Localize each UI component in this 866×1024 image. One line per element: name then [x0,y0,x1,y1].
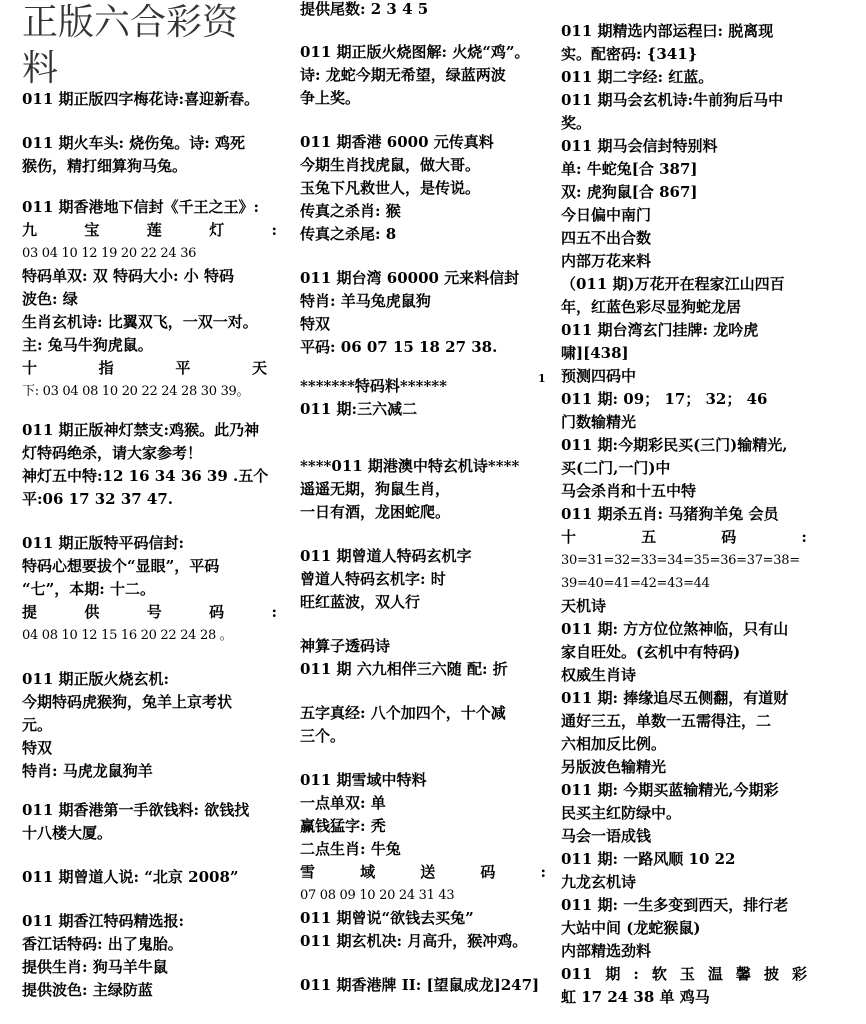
number-line: 30=31=32=33=34=35=36=37=38= [561,553,800,568]
text-line: 011 期香港第一手欲钱料: 欲钱找 [22,801,250,819]
text-line: 011 期杀五肖: 马猪狗羊兔 会员 [561,505,779,523]
spread-line: 提 供 号 码 : [22,603,277,621]
text-line: 权威生肖诗 [561,666,637,684]
text-line: 今日偏中南门 [561,206,652,224]
text-line: 011 期二字经: 红蓝。 [561,68,714,86]
text-line: 011 期香港 6000 元传真料 [300,133,494,151]
text-line: 今期特码虎猴狗，兔羊上京考状 [22,693,233,711]
text-line: 五字真经: 八个加四个，十个减 [300,704,506,722]
spread-line: 十 指 平 天 [22,359,267,377]
text-line: 神灯五中特:12 16 34 36 39 .五个 [22,467,269,485]
column-right [561,20,813,1009]
text-line: 今期生肖找虎鼠，做大哥。 [300,156,481,174]
text-line: 特码单双: 双 特码大小: 小 特码 [22,267,234,285]
text-line: 六相加反比例。 [561,735,667,753]
spread-line: 九 宝 莲 灯 : [22,221,277,239]
text-line: 内部万花来料 [561,252,652,270]
text-line: 单: 牛蛇兔[合 387] [561,160,698,178]
text-line: 011 期: 一生多变到西天，排行老 [561,896,789,914]
text-line: 011 期:三六减二 [300,400,418,418]
text-line: 争上奖。 [300,89,361,107]
text-line: 内部精选劲料 [561,942,652,960]
text-line: 旺红蓝波，双人行 [300,593,421,611]
text-line: 011 期正版火烧图解: 火烧“鸡”。 [300,43,530,61]
text-line: 九龙玄机诗 [561,873,637,891]
text-line: 实。配密码: {341} [561,45,698,63]
text-line: 家自旺处。(玄机中有特码) [561,643,741,661]
text-line: 神算子透码诗 [300,637,391,655]
text-line: 011 期台湾玄门挂牌: 龙吟虎 [561,321,759,339]
text-line: 生肖玄机诗: 比翼双飞，一双一对。 [22,313,258,331]
faded-line [22,403,290,411]
text-line: 特肖: 马虎龙鼠狗羊 [22,762,153,780]
text-line: 虹 17 24 38 单 鸡马 [561,988,710,1006]
text-line: 十八楼大厦。 [22,824,113,842]
text-line: 011 期:今期彩民买(三门)输精光, [561,436,788,454]
text-line: 011 期马会信封特别料 [561,137,718,155]
text-line: 011 期正版四字梅花诗:喜迎新春。 [22,90,260,108]
text-line: 011 期玄机决: 月高升，猴冲鸡。 [300,932,528,950]
text-line: 买(二门,一门)中 [561,459,671,477]
text-line: 一点单双: 单 [300,794,386,812]
text-line: 双: 虎狗鼠[合 867] [561,183,698,201]
faded-line [300,359,552,367]
text-line: 通好三五，单数一五需得注，二 [561,712,772,730]
number-line: 39=40=41=42=43=44 [561,576,710,591]
text-line: 波色: 绿 [22,290,78,308]
text-line: 011 期精选内部运程曰: 脱离现 [561,22,774,40]
faded-line [22,178,290,186]
text-line: 天机诗 [561,597,607,615]
text-line: 年，红蓝色彩尽显狗蛇龙居 [561,298,742,316]
text-line: 玉兔下凡救世人，是传说。 [300,179,481,197]
text-line: 奖。 [561,114,592,132]
text-line: 提供尾数: 2 3 4 5 [300,0,429,18]
text-line: 011 期正版神灯禁支:鸡猴。此乃神 [22,421,260,439]
text-line: 啸][438] [561,344,629,362]
text-line: 大站中间 (龙蛇猴鼠) [561,919,701,937]
text-line: 011 期马会玄机诗:牛前狗后马中 [561,91,784,109]
text-line: 传真之杀肖: 猴 [300,202,401,220]
text-line: 011 期: 方方位位煞神临，只有山 [561,620,789,638]
text-line: 另版波色输精光 [561,758,667,776]
text-line: 主: 兔马牛狗虎鼠。 [22,336,153,354]
text-line: *******特码料****** [300,377,447,395]
text-line: 民买主红防绿中。 [561,804,682,822]
text-line: 香江话特码: 出了鬼胎。 [22,935,183,953]
text-line: 平码: 06 07 15 18 27 38. [300,338,498,356]
text-line: 平:06 17 32 37 47. [22,490,174,508]
spread-line: 十 五 码 : [561,528,807,546]
text-line: 011 期台湾 60000 元来料信封 [300,269,520,287]
text-line: 提供波色: 主绿防蓝 [22,981,153,999]
text-line: 特码心想要拔个“显眼”，平码 [22,557,220,575]
text-line: 011 期香江特码精选报: [22,912,185,930]
text-line: 特双 [300,315,331,333]
text-line: 赢钱猛字: 秃 [300,817,386,835]
text-line: 011 期: 今期买蓝输精光,今期彩 [561,781,779,799]
text-line: 011 期正版火烧玄机: [22,670,170,688]
text-line: 011 期香港牌 II: [望鼠成龙]247] [300,976,540,994]
text-line: 011 期曾道人说: “北京 2008” [22,868,239,886]
text-line: 011 期正版特平码信封: [22,534,185,552]
number-line: 03 04 10 12 19 20 22 24 36 [22,246,197,261]
text-line: 曾道人特码玄机字: 时 [300,570,446,588]
text-line: ****011 期港澳中特玄机诗**** [300,457,520,475]
text-line: 011 期曾道人特码玄机字 [300,547,472,565]
text-line: 一日有酒，龙困蛇爬。 [300,503,451,521]
text-line: 提供生肖: 狗马羊牛鼠 [22,958,168,976]
text-line: 预测四码中 [561,367,637,385]
text-line: 门数输精光 [561,413,637,431]
stray-mark: 1 [538,372,546,385]
text-line: 特肖: 羊马兔虎鼠狗 [300,292,431,310]
page-title-continued: 料 [22,48,59,89]
text-line: 011 期: 09； 17； 32； 46 [561,390,768,408]
faded-line [300,421,552,429]
number-line: 04 08 10 12 15 16 20 22 24 28 。 [22,628,233,643]
column-middle [300,0,552,997]
column-left [22,0,290,1002]
faded-line [22,783,290,791]
text-line: 猴伤，精打细算狗马兔。 [22,157,188,175]
text-line: 马会杀肖和十五中特 [561,482,697,500]
text-line: 011 期雪域中特料 [300,771,427,789]
number-line: 下: 03 04 08 10 20 22 24 28 30 39。 [22,384,250,399]
text-line: 马会一语成钱 [561,827,652,845]
text-line: 011 期 六九相伴三六随 配: 折 [300,660,508,678]
text-line: 二点生肖: 牛兔 [300,840,401,858]
text-line: 诗: 龙蛇今期无希望，绿蓝两波 [300,66,506,84]
text-line: 011 期火车头: 烧伤兔。诗: 鸡死 [22,134,246,152]
number-line: 07 08 09 10 20 24 31 43 [300,888,455,903]
text-line: 011 期: 一路风顺 10 22 [561,850,736,868]
text-line: 遥遥无期，狗鼠生肖， [300,480,451,498]
text-line: 传真之杀尾: 8 [300,225,397,243]
text-line: 灯特码绝杀，请大家参考！ [22,444,203,462]
text-line: 四五不出合数 [561,229,652,247]
text-line: “七”，本期: 十二。 [22,580,156,598]
text-line: 011 期: 捧缘追尽五侧翻，有道财 [561,689,789,707]
text-line: 011 期曾说“欲钱去买兔” [300,909,474,927]
spread-line: 011 期 : 软 玉 温 馨 披 彩 [561,965,807,983]
text-line: 元。 [22,716,53,734]
text-line: 三个。 [300,727,346,745]
text-line: 011 期香港地下信封《千王之王》: [22,198,260,216]
spread-line: 雪 域 送 码 : [300,863,546,881]
text-line: 特双 [22,739,53,757]
page-title: 正版六合彩资 [22,2,239,43]
text-line: （011 期)万花开在程家江山四百 [561,275,785,293]
